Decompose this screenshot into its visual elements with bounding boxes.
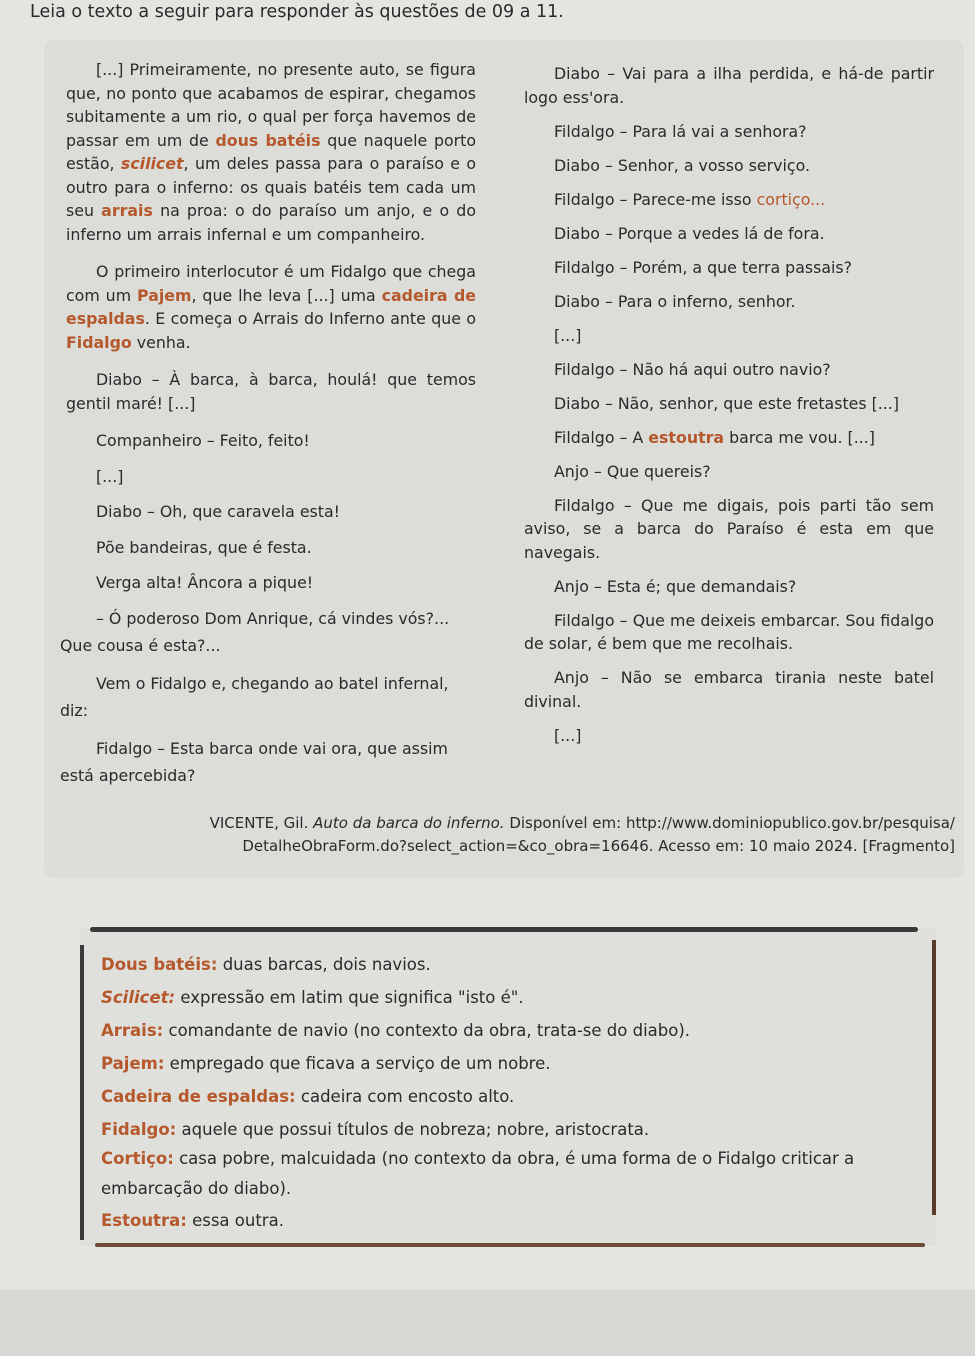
ellipsis: [...]: [96, 466, 124, 486]
glossary-border: [90, 927, 918, 932]
glossary-item: [101, 1082, 931, 1112]
dialogue-line: Fildalgo – Não há aqui outro navio?: [554, 359, 831, 379]
glossary-definition: empregado que ficava a serviço de um nobre.: [169, 1054, 551, 1073]
glossary-term: Cadeira de espaldas:: [101, 1087, 296, 1106]
glossary-border: [95, 1243, 925, 1247]
dialogue-line: Anjo – Esta é; que demandais?: [554, 576, 797, 596]
text: barca me vou. [...]: [729, 427, 875, 447]
dialogue-line: Anjo – Que quereis?: [554, 461, 711, 481]
term-scilicet: scilicet: [120, 154, 184, 173]
glossary-definition: duas barcas, dois navios.: [222, 955, 431, 974]
term-pajem: Pajem: [137, 285, 192, 305]
dialogue-line: [524, 426, 934, 450]
term-cadeira-de-espaldas: cadeira de espaldas: [66, 285, 476, 328]
glossary-definition: aquele que possui títulos de nobreza; nobre, aristocrata.: [181, 1120, 650, 1139]
right-column: [524, 62, 934, 758]
intro-paragraph: [66, 58, 476, 246]
left-column: [60, 58, 477, 800]
glossary-term: Cortiço:: [101, 1149, 174, 1168]
glossary-item: [101, 1206, 931, 1236]
verse-line: Que cousa é esta?...: [60, 636, 221, 655]
dialogue-line: Fildalgo – Para lá vai a senhora?: [554, 121, 807, 141]
dialogue-line: Anjo – Não se embarca tirania neste batel divinal.: [524, 668, 934, 711]
glossary-item: [101, 1049, 931, 1079]
glossary-term: Arrais:: [101, 1021, 164, 1040]
dialogue-line: Diabo – À barca, à barca, houlá! que temos gentil maré! [...]: [66, 370, 476, 413]
glossary-item: [101, 1144, 925, 1204]
dialogue-line: Diabo – Vai para a ilha perdida, e há-de partir logo ess'ora.: [524, 64, 934, 107]
glossary-item: [101, 1115, 931, 1145]
citation-title: Auto da barca do inferno.: [313, 814, 505, 832]
glossary-border: [80, 945, 84, 1240]
term-dous-bateis: dous batéis: [215, 130, 321, 150]
glossary-term: Estoutra:: [101, 1211, 187, 1230]
stage-direction: Vem o Fidalgo e, chegando ao batel infernal,: [96, 673, 449, 693]
dialogue-line: está apercebida?: [60, 766, 196, 785]
text: que naquele porto estão,: [66, 130, 476, 173]
glossary-border: [932, 940, 936, 1215]
dialogue-line: Diabo – Para o inferno, senhor.: [554, 291, 796, 311]
ellipsis: [...]: [554, 325, 582, 345]
verse-line: Verga alta! Âncora a pique!: [96, 573, 314, 592]
dialogue-line: Fildalgo – Que me digais, pois parti tão sem aviso, se a barca do Paraíso é esta em que navegais.: [524, 495, 934, 562]
ellipsis: [...]: [554, 725, 582, 745]
text: na proa: o do paraíso um anjo, e o do inferno um arrais infernal e um companheiro.: [66, 201, 476, 244]
dialogue-line: Fidalgo – Esta barca onde vai ora, que assim: [96, 738, 448, 758]
glossary-definition: comandante de navio (no contexto da obra, trata-se do diabo).: [168, 1021, 691, 1040]
glossary-item: [101, 983, 931, 1013]
dialogue-line: Fildalgo – Que me deixeis embarcar. Sou fidalgo de solar, é bem que me recolhais.: [524, 610, 934, 653]
text: Fildalgo – A: [554, 427, 644, 447]
glossary-definition: cadeira com encosto alto.: [300, 1087, 515, 1106]
term-arrais: arrais: [101, 201, 153, 220]
glossary-item: [101, 950, 931, 980]
dialogue-line: Fildalgo – Porém, a que terra passais?: [554, 257, 853, 277]
instruction-header: Leia o texto a seguir para responder às questões de 09 a 11.: [30, 2, 564, 22]
term-cortico: cortiço...: [756, 189, 826, 209]
text: Fildalgo – Parece-me isso: [554, 189, 752, 209]
dialogue-line: [524, 188, 934, 212]
text: [...] Primeiramente, no presente auto, se figura que, no ponto que acabamos de espirar, chegamos subitamente a um rio, o qual per força havemos de passar em um de: [66, 60, 476, 150]
citation-access: DetalheObraForm.do?select_action=&co_obra=16646. Acesso em: 10 maio 2024. [Fragmento]: [242, 837, 955, 855]
dialogue-line: Diabo – Senhor, a vosso serviço.: [554, 155, 810, 175]
verse-line: Põe bandeiras, que é festa.: [96, 537, 312, 557]
text: venha.: [136, 332, 191, 352]
page-bottom: [0, 1290, 975, 1356]
verse-line: – Ó poderoso Dom Anrique, cá vindes vós?...: [96, 608, 450, 628]
dialogue-line: Diabo – Não, senhor, que este fretastes [...]: [554, 393, 899, 413]
verse-line: Diabo – Oh, que caravela esta!: [96, 502, 340, 521]
second-paragraph: [66, 260, 476, 354]
term-fidalgo: Fidalgo: [66, 332, 132, 352]
stage-direction: diz:: [60, 701, 89, 720]
citation-url: Disponível em: http://www.dominiopublico.gov.br/pesquisa/: [509, 814, 955, 832]
dialogue-line: Diabo – Porque a vedes lá de fora.: [554, 223, 825, 243]
glossary-term: Pajem:: [101, 1054, 165, 1073]
citation-author: VICENTE, Gil.: [209, 814, 309, 832]
glossary-definition: expressão em latim que significa "isto é".: [180, 988, 524, 1007]
dialogue-line: Companheiro – Feito, feito!: [96, 431, 310, 450]
glossary-definition: casa pobre, malcuidada (no contexto da obra, é uma forma de o Fidalgo criticar a embarcação do diabo).: [101, 1149, 855, 1198]
glossary-definition: essa outra.: [192, 1211, 284, 1230]
citation: [130, 812, 955, 858]
text: O primeiro interlocutor é um Fidalgo que chega com um: [66, 262, 476, 305]
text: . E começa o Arrais do Inferno ante que o: [144, 309, 476, 328]
term-estoutra: estoutra: [648, 427, 725, 447]
glossary-item: [101, 1016, 931, 1046]
glossary-term: Scilicet:: [101, 988, 176, 1007]
text: , que lhe leva [...] uma: [191, 285, 376, 305]
glossary-term: Fidalgo:: [101, 1120, 177, 1139]
glossary-term: Dous batéis:: [101, 955, 218, 974]
text: , um deles passa para o paraíso e o outro para o inferno: os quais batéis tem cada um seu: [66, 154, 477, 220]
